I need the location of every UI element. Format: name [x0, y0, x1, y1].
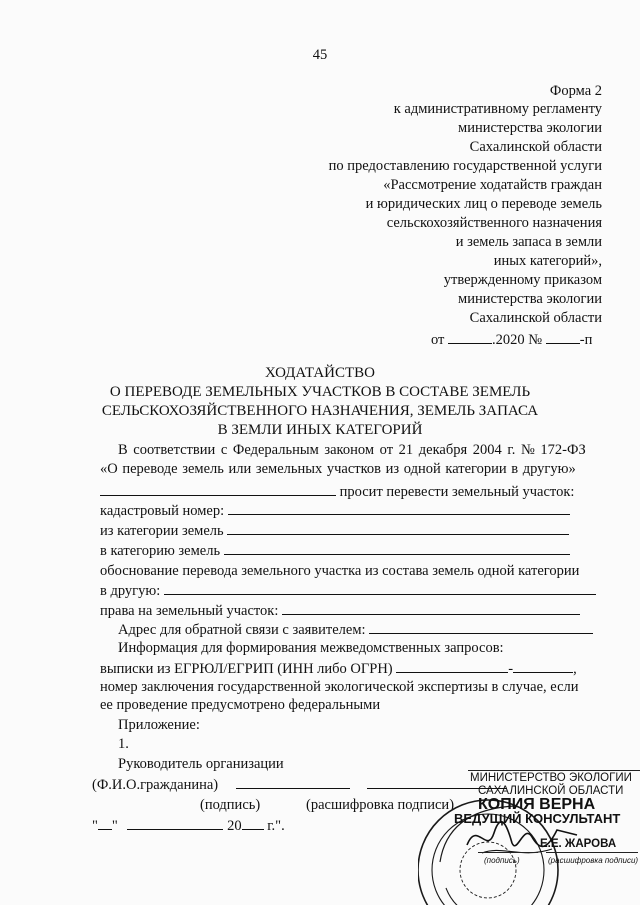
appendix-label: Приложение:	[118, 717, 200, 733]
doc-title: ХОДАТАЙСТВО	[265, 365, 375, 381]
stamp-copy-text: КОПИЯ ВЕРНА	[478, 796, 596, 813]
year-prefix: 20	[227, 818, 242, 834]
date-prefix: от	[431, 332, 445, 348]
year-field[interactable]	[242, 815, 264, 830]
stamp-ministry-line: САХАЛИНСКОЙ ОБЛАСТИ	[478, 785, 624, 797]
egrul-field-2[interactable]	[513, 658, 573, 673]
rights-label: права на земельный участок:	[100, 603, 279, 619]
doc-title-line: О ПЕРЕВОДЕ ЗЕМЕЛЬНЫХ УЧАСТКОВ В СОСТАВЕ ЗЕМЕЛЬ	[109, 384, 531, 400]
header-line: иных категорий»,	[493, 253, 602, 269]
head-label: Руководитель организации	[118, 756, 284, 772]
stamp-decode-caption: (расшифровка подписи)	[548, 856, 639, 865]
into-other-line	[100, 580, 596, 600]
stamp-position: ВЕДУЩИЙ КОНСУЛЬТАНТ	[454, 811, 621, 826]
day-field[interactable]	[98, 815, 112, 830]
fio-label: (Ф.И.О.гражданина)	[92, 777, 219, 793]
header-line: министерства экологии	[458, 291, 602, 307]
stamp-sig-rule	[478, 852, 538, 853]
date-suffix: -п	[579, 332, 593, 348]
header-line: Форма 2	[549, 83, 602, 99]
header-line: министерства экологии	[458, 120, 602, 136]
egrul-line: выписки из ЕГРЮЛ/ЕГРИП (ИНН либо ОГРН) - ,	[100, 658, 577, 678]
signature-field[interactable]	[236, 774, 350, 789]
stamp-sig-caption: (подпись)	[484, 856, 520, 865]
rights-line	[100, 600, 580, 620]
stamp-decode-rule	[546, 852, 638, 853]
header-line: Сахалинской области	[469, 310, 602, 326]
header-line: и юридических лиц о переводе земель	[365, 196, 602, 212]
quote-close: "	[111, 818, 118, 834]
stamp-ministry-line: МИНИСТЕРСТВО ЭКОЛОГИИ	[470, 772, 632, 784]
date-line	[92, 815, 285, 835]
quote-open: "	[92, 818, 98, 834]
decoding-caption: (расшифровка подписи)	[306, 797, 455, 813]
from-category-field[interactable]	[227, 520, 569, 535]
header-line: сельскохозяйственного назначения	[386, 215, 602, 231]
to-category-field[interactable]	[224, 540, 570, 555]
into-other-label: в другую:	[100, 583, 161, 599]
egrul-label: выписки из ЕГРЮЛ/ЕГРИП (ИНН либо ОГРН)	[100, 661, 393, 677]
date-year-number: .2020 №	[492, 332, 543, 348]
applicant-line	[100, 481, 574, 501]
request-text: просит перевести земельный участок:	[339, 484, 575, 500]
egrul-field[interactable]	[396, 658, 508, 673]
header-line: «Рассмотрение ходатайств граждан	[383, 177, 602, 193]
year-suffix: г.".	[267, 818, 285, 834]
justification-field[interactable]	[164, 580, 596, 595]
header-line: утвержденному приказом	[443, 272, 602, 288]
header-line: и земель запаса в земли	[455, 234, 602, 250]
intro-line: В соответствии с Федеральным законом от 21 декабря 2004 г. № 172-ФЗ	[118, 442, 586, 458]
month-field[interactable]	[127, 815, 223, 830]
stamp-rule	[468, 770, 640, 771]
address-line	[118, 619, 593, 639]
rights-field[interactable]	[282, 600, 580, 615]
to-category-line	[100, 540, 570, 560]
cadastral-label: кадастровый номер:	[100, 503, 225, 519]
cadastral-line	[100, 500, 570, 520]
conclusion-line: номер заключения государственной экологической экспертизы в случае, если	[100, 679, 579, 695]
appendix-item: 1.	[118, 736, 129, 752]
from-category-line	[100, 520, 569, 540]
conclusion-line: ее проведение предусмотрено федеральными	[100, 697, 381, 713]
to-category-label: в категорию земель	[100, 543, 221, 559]
applicant-blank[interactable]	[100, 481, 336, 496]
doc-title-line: В ЗЕМЛИ ИНЫХ КАТЕГОРИЙ	[217, 422, 423, 438]
page-number: 45	[312, 47, 328, 63]
justification-label: обоснование перевода земельного участка из состава земель одной категории	[100, 563, 580, 579]
info-heading: Информация для формирования межведомственных запросов:	[118, 640, 504, 656]
stamp-name: Е.Е. ЖАРОВА	[540, 838, 617, 850]
cadastral-field[interactable]	[228, 500, 570, 515]
header-date-line	[431, 329, 592, 349]
number-blank	[546, 329, 580, 344]
address-field[interactable]	[369, 619, 593, 634]
doc-title-line: СЕЛЬСКОХОЗЯЙСТВЕННОГО НАЗНАЧЕНИЯ, ЗЕМЕЛЬ ЗАПАСА	[101, 403, 539, 419]
intro-line: «О переводе земель или земельных участков из одной категории в другую»	[100, 461, 576, 477]
header-line: по предоставлению государственной услуги	[328, 158, 602, 174]
header-line: Сахалинской области	[469, 139, 602, 155]
from-category-label: из категории земель	[100, 523, 224, 539]
date-blank	[448, 329, 492, 344]
address-label: Адрес для обратной связи с заявителем:	[118, 622, 366, 638]
signature-caption: (подпись)	[200, 797, 261, 813]
header-line: к административному регламенту	[393, 101, 602, 117]
